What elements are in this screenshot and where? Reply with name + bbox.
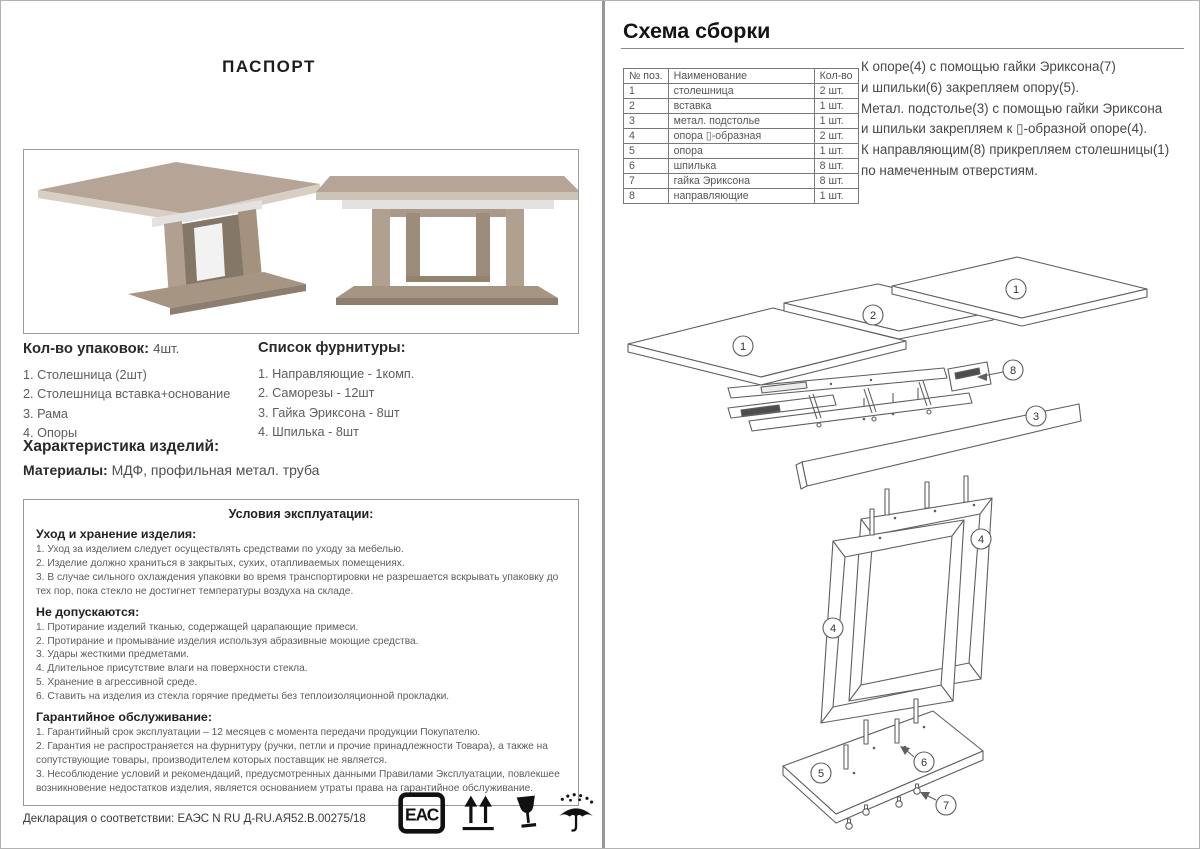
callout-frame-left	[823, 618, 843, 638]
instruction-line: и шпильки(6) закрепляем опору(5).	[861, 79, 1080, 95]
parts-table	[623, 68, 859, 204]
list-item: 3. Гайка Эриксона - 8шт	[258, 405, 400, 420]
callout-base	[811, 763, 831, 783]
table-photo-angled	[38, 162, 320, 315]
prohibited-item: 2. Протирание и промывание изделия используя абразивные моющие средства.	[36, 635, 419, 647]
callout-nut	[936, 795, 956, 815]
table-row: 5 опора 1 шт.	[624, 144, 859, 159]
svg-text:2: 2	[869, 310, 877, 322]
warranty-item: 2. Гарантия не распространяется на фурнитуру (ручки, петли и прочие принадлежности Товара), а также на сопутствующие товары, производителем которых поставщик не является.	[36, 740, 548, 766]
assembly-diagram	[611, 243, 1196, 848]
care-item: 1. Уход за изделием следует осуществлять средствами по уходу за мебелью.	[36, 544, 404, 555]
materials-line	[23, 462, 319, 478]
svg-text:4: 4	[977, 534, 985, 546]
table-photo-front	[316, 176, 578, 305]
list-item: 3. Рама	[23, 406, 68, 421]
packages-heading: Кол-во упаковок: 4шт.	[23, 341, 180, 357]
list-item: 1. Направляющие - 1комп.	[258, 366, 415, 381]
callout-stud	[914, 752, 934, 772]
care-item: 3. В случае сильного охлаждения упаковки во время транспортировки не разрешается вскрывать упаковку до тех пор, пока стекло не достигнет температуры воздуха на складе.	[36, 571, 559, 597]
keep-dry-icon	[555, 790, 597, 836]
instruction-line: К направляющим(8) прикрепляем столешницы(1)	[861, 142, 1170, 158]
list-item: 2. Саморезы - 12шт	[258, 386, 375, 400]
svg-text:5: 5	[817, 768, 825, 780]
eac-mark-icon	[397, 790, 446, 836]
col-header: № поз.	[624, 69, 669, 84]
callout-panel-left	[733, 336, 753, 356]
list-item: 4. Шпилька - 8шт	[258, 425, 359, 439]
svg-text:7: 7	[942, 800, 950, 812]
prohibited-item: 5. Хранение в агрессивной среде.	[36, 677, 198, 689]
eac-label: ЕАС	[404, 804, 439, 825]
instruction-line: К опоре(4) с помощью гайки Эриксона(7)	[861, 59, 1116, 74]
packages-section	[23, 339, 258, 444]
product-photo-tables	[24, 150, 578, 333]
callout-frame-right	[971, 529, 991, 549]
page-title: ПАСПОРТ	[222, 57, 316, 76]
characteristics-heading: Характеристика изделий:	[23, 438, 220, 455]
title-rule	[621, 48, 1184, 49]
table-row: 8 направляющие 1 шт.	[624, 189, 859, 204]
table-header-row	[624, 69, 859, 84]
packages-count: 4шт.	[153, 341, 180, 356]
list-item: 2. Столешница вставка+основание	[23, 387, 231, 401]
conditions-title: Условия эксплуатации:	[228, 507, 374, 521]
materials-value: МДФ, профильная метал. труба	[111, 462, 320, 478]
warranty-item: 3. Несоблюдение условий и рекомендаций, предусмотренных данными Правилами Эксплуатации, повлекшее возникновение недостатков изделия, является основанием утраты права на гарантийное обслуживание.	[36, 768, 560, 794]
callout-beam	[1026, 406, 1046, 426]
assembly-title: Схема сборки	[623, 19, 771, 43]
table-row: 1 столешница 2 шт.	[624, 84, 859, 99]
svg-text:4: 4	[829, 623, 837, 635]
col-header: Кол-во	[814, 69, 858, 84]
table-row: 7 гайка Эриксона 8 шт.	[624, 174, 859, 189]
care-heading: Уход и хранение изделия:	[36, 527, 197, 541]
this-way-up-icon	[459, 790, 497, 836]
callout-rails	[1003, 360, 1023, 380]
list-item: 1. Столешница (2шт)	[23, 367, 147, 382]
svg-text:8: 8	[1009, 365, 1017, 377]
table-row: 3 метал. подстолье 1 шт.	[624, 114, 859, 129]
prohibited-item: 6. Ставить на изделия из стекла горячие предметы без теплоизоляционной прокладки.	[36, 691, 450, 703]
hardware-section	[258, 339, 493, 443]
care-item: 2. Изделие должно храниться в закрытых, сухих, отапливаемых помещениях.	[36, 557, 405, 569]
warranty-heading: Гарантийное обслуживание:	[36, 710, 212, 725]
svg-text:6: 6	[920, 757, 928, 769]
instruction-line: и шпильки закрепляем к ▯-образной опоре(4).	[861, 121, 1148, 137]
table-row: 6 шпилька 8 шт.	[624, 159, 859, 174]
fragile-icon	[511, 790, 542, 836]
assembly-instructions	[861, 57, 1200, 182]
table-row: 2 вставка 1 шт.	[624, 99, 859, 114]
warranty-item: 1. Гарантийный срок эксплуатации – 12 месяцев с момента передачи продукции Покупателю.	[36, 727, 481, 739]
list-item: 4. Опоры	[23, 426, 78, 440]
product-photos-frame	[23, 149, 579, 334]
materials-label: Материалы:	[23, 462, 108, 478]
instruction-line: по намеченным отверстиям.	[861, 162, 1038, 178]
hardware-heading: Список фурнитуры:	[258, 340, 406, 356]
svg-text:1: 1	[1012, 284, 1020, 296]
conformity-marks	[397, 788, 597, 838]
callout-panel-right	[1006, 279, 1026, 299]
prohibited-heading: Не допускаются:	[36, 604, 140, 619]
prohibited-item: 4. Длительное присутствие влаги на поверхности стекла.	[36, 663, 308, 675]
prohibited-item: 3. Удары жесткими предметами.	[36, 649, 189, 661]
prohibited-item: 1. Протирание изделий тканью, содержащей царапающие примеси.	[36, 621, 359, 633]
declaration-text: Декларация о соответствии: ЕАЭС N RU Д-RU.АЯ52.В.00275/18	[23, 813, 366, 825]
svg-text:1: 1	[739, 341, 747, 353]
table-row: 4 опора ▯-образная 2 шт.	[624, 129, 859, 144]
page-divider	[602, 1, 605, 849]
instruction-line: Метал. подстолье(3) с помощью гайки Эриксона	[861, 100, 1163, 116]
svg-text:3: 3	[1032, 411, 1040, 423]
callout-insert	[863, 305, 883, 325]
col-header: Наименование	[668, 69, 814, 84]
operating-conditions-box	[23, 499, 579, 806]
